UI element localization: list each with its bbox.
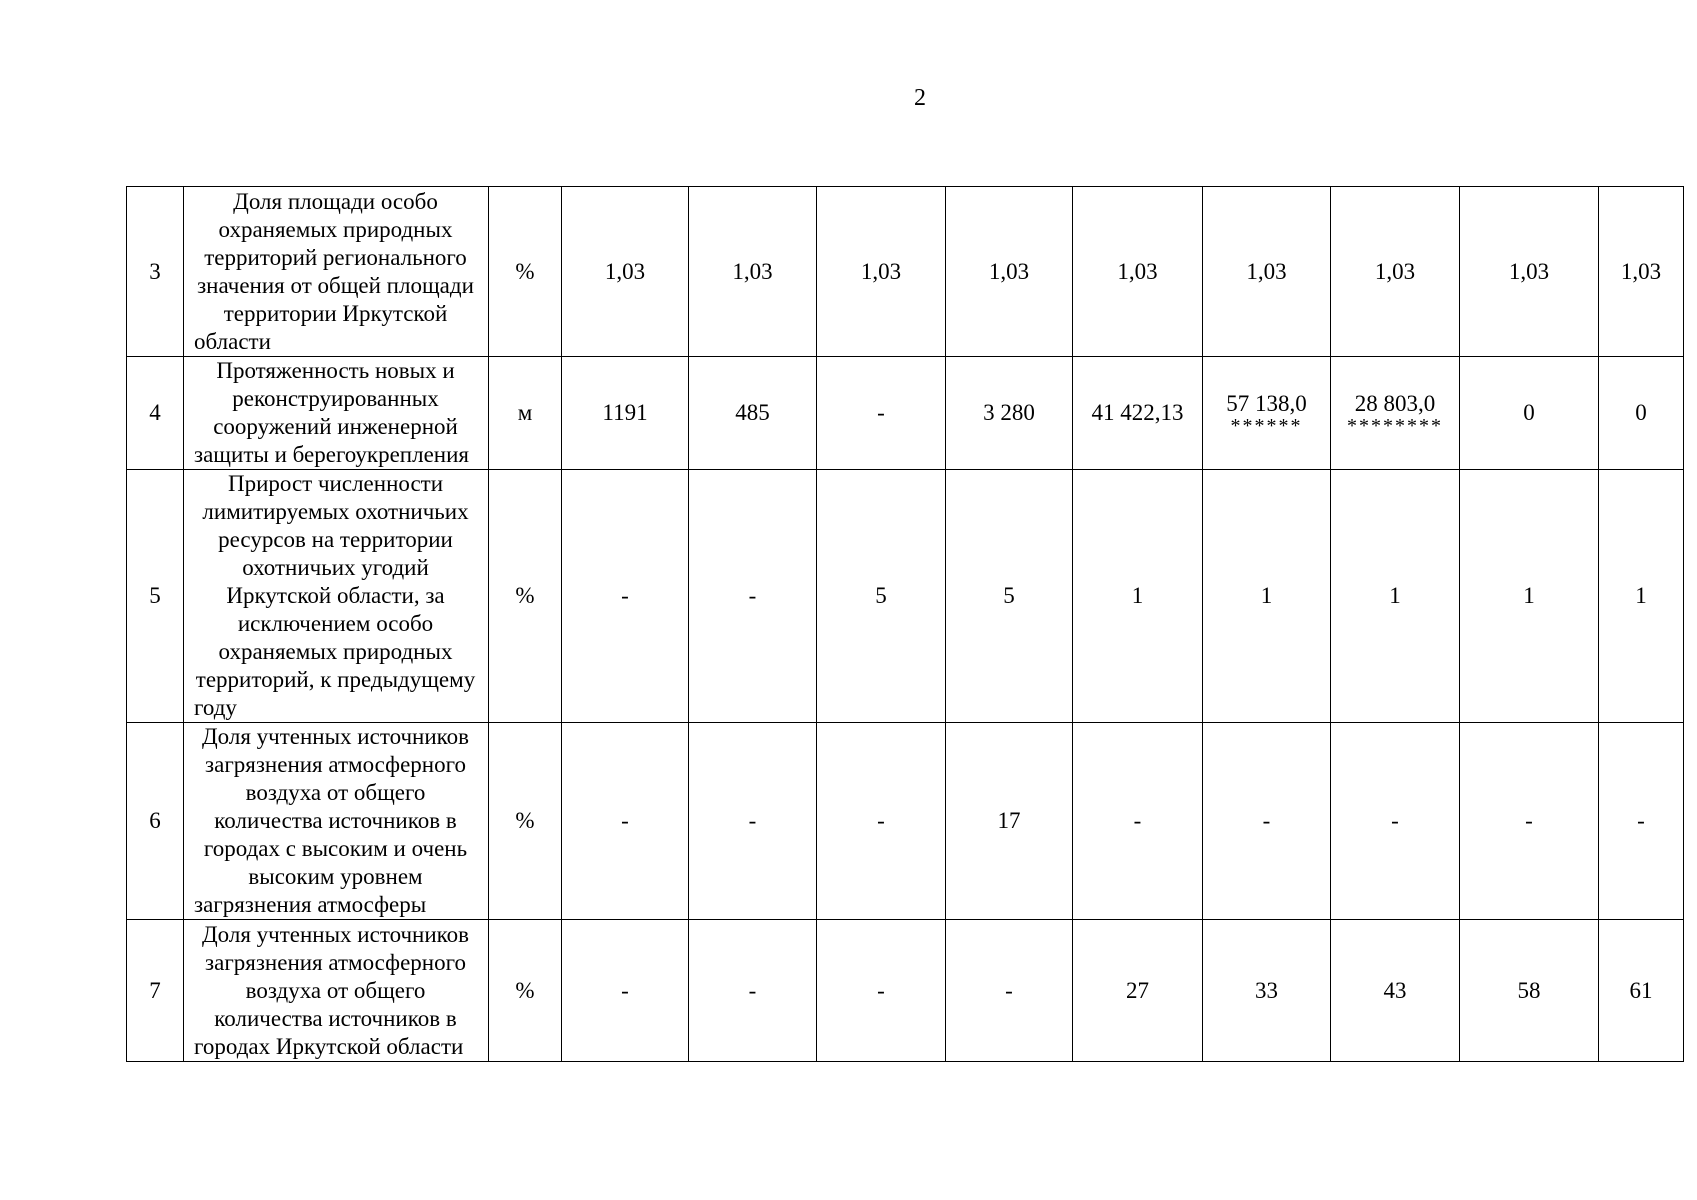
value-cell: -	[817, 357, 946, 470]
table-row	[127, 920, 1684, 1062]
value-cell: 61	[1599, 920, 1684, 1062]
footnote-marker: ********	[1347, 415, 1443, 437]
unit-cell: м	[489, 357, 562, 470]
value-cell: -	[1203, 723, 1331, 920]
value-cell: 1,03	[817, 187, 946, 357]
value-cell: 0	[1599, 357, 1684, 470]
value-cell	[1203, 357, 1331, 470]
value-cell: 1,03	[1599, 187, 1684, 357]
indicator-description: Доля площади особо охраняемых природных территорий регионального значения от общей площади территории Иркутской области	[184, 187, 489, 357]
value-cell: -	[817, 723, 946, 920]
table-row	[127, 723, 1684, 920]
table-row	[127, 187, 1684, 357]
table-row	[127, 357, 1684, 470]
value-cell: 1	[1073, 470, 1203, 723]
indicator-description: Доля учтенных источников загрязнения атмосферного воздуха от общего количества источников в городах Иркутской области	[184, 920, 489, 1062]
value-cell	[1331, 357, 1460, 470]
value-cell: 0	[1460, 357, 1599, 470]
row-number: 4	[127, 357, 184, 470]
value-cell: 58	[1460, 920, 1599, 1062]
value-cell: 1,03	[1203, 187, 1331, 357]
value-cell: -	[562, 470, 689, 723]
row-number: 7	[127, 920, 184, 1062]
value-cell: -	[689, 470, 817, 723]
value-cell: 5	[946, 470, 1073, 723]
value-cell: 1	[1460, 470, 1599, 723]
value-cell: -	[689, 723, 817, 920]
row-number: 5	[127, 470, 184, 723]
value-cell: -	[689, 920, 817, 1062]
value-cell: -	[946, 920, 1073, 1062]
value-cell: 33	[1203, 920, 1331, 1062]
unit-cell: %	[489, 723, 562, 920]
value-cell: 1,03	[1331, 187, 1460, 357]
value-cell: -	[1599, 723, 1684, 920]
unit-cell: %	[489, 920, 562, 1062]
indicators-table	[126, 186, 1684, 1062]
value-cell: 17	[946, 723, 1073, 920]
value-cell: 1,03	[1460, 187, 1599, 357]
value-cell: 41 422,13	[1073, 357, 1203, 470]
value-cell: -	[1331, 723, 1460, 920]
row-number: 6	[127, 723, 184, 920]
value-main: 57 138,0	[1226, 391, 1307, 416]
value-cell: 1,03	[562, 187, 689, 357]
value-cell: 27	[1073, 920, 1203, 1062]
value-cell: 3 280	[946, 357, 1073, 470]
table-row	[127, 470, 1684, 723]
value-cell: -	[1073, 723, 1203, 920]
value-cell: 43	[1331, 920, 1460, 1062]
row-number: 3	[127, 187, 184, 357]
value-cell: 1,03	[689, 187, 817, 357]
indicator-description: Доля учтенных источников загрязнения атмосферного воздуха от общего количества источников в городах с высоким и очень высоким уровнем загрязнения атмосферы	[184, 723, 489, 920]
value-cell: -	[562, 723, 689, 920]
value-cell: 485	[689, 357, 817, 470]
unit-cell: %	[489, 470, 562, 723]
value-cell: 1,03	[946, 187, 1073, 357]
value-cell: 1,03	[1073, 187, 1203, 357]
value-cell: 5	[817, 470, 946, 723]
value-cell: 1	[1203, 470, 1331, 723]
value-cell: -	[1460, 723, 1599, 920]
unit-cell: %	[489, 187, 562, 357]
value-cell: 1	[1599, 470, 1684, 723]
value-cell: 1191	[562, 357, 689, 470]
value-cell: 1	[1331, 470, 1460, 723]
indicator-description: Протяженность новых и реконструированных сооружений инженерной защиты и берегоукрепления	[184, 357, 489, 470]
value-cell: -	[562, 920, 689, 1062]
value-cell: -	[817, 920, 946, 1062]
page-number: 2	[914, 85, 926, 111]
value-main: 28 803,0	[1354, 391, 1436, 416]
indicator-description: Прирост численности лимитируемых охотничьих ресурсов на территории охотничьих угодий Иркутской области, за исключением особо охраняемых природных территорий, к предыдущему году	[184, 470, 489, 723]
footnote-marker: ******	[1230, 415, 1303, 437]
